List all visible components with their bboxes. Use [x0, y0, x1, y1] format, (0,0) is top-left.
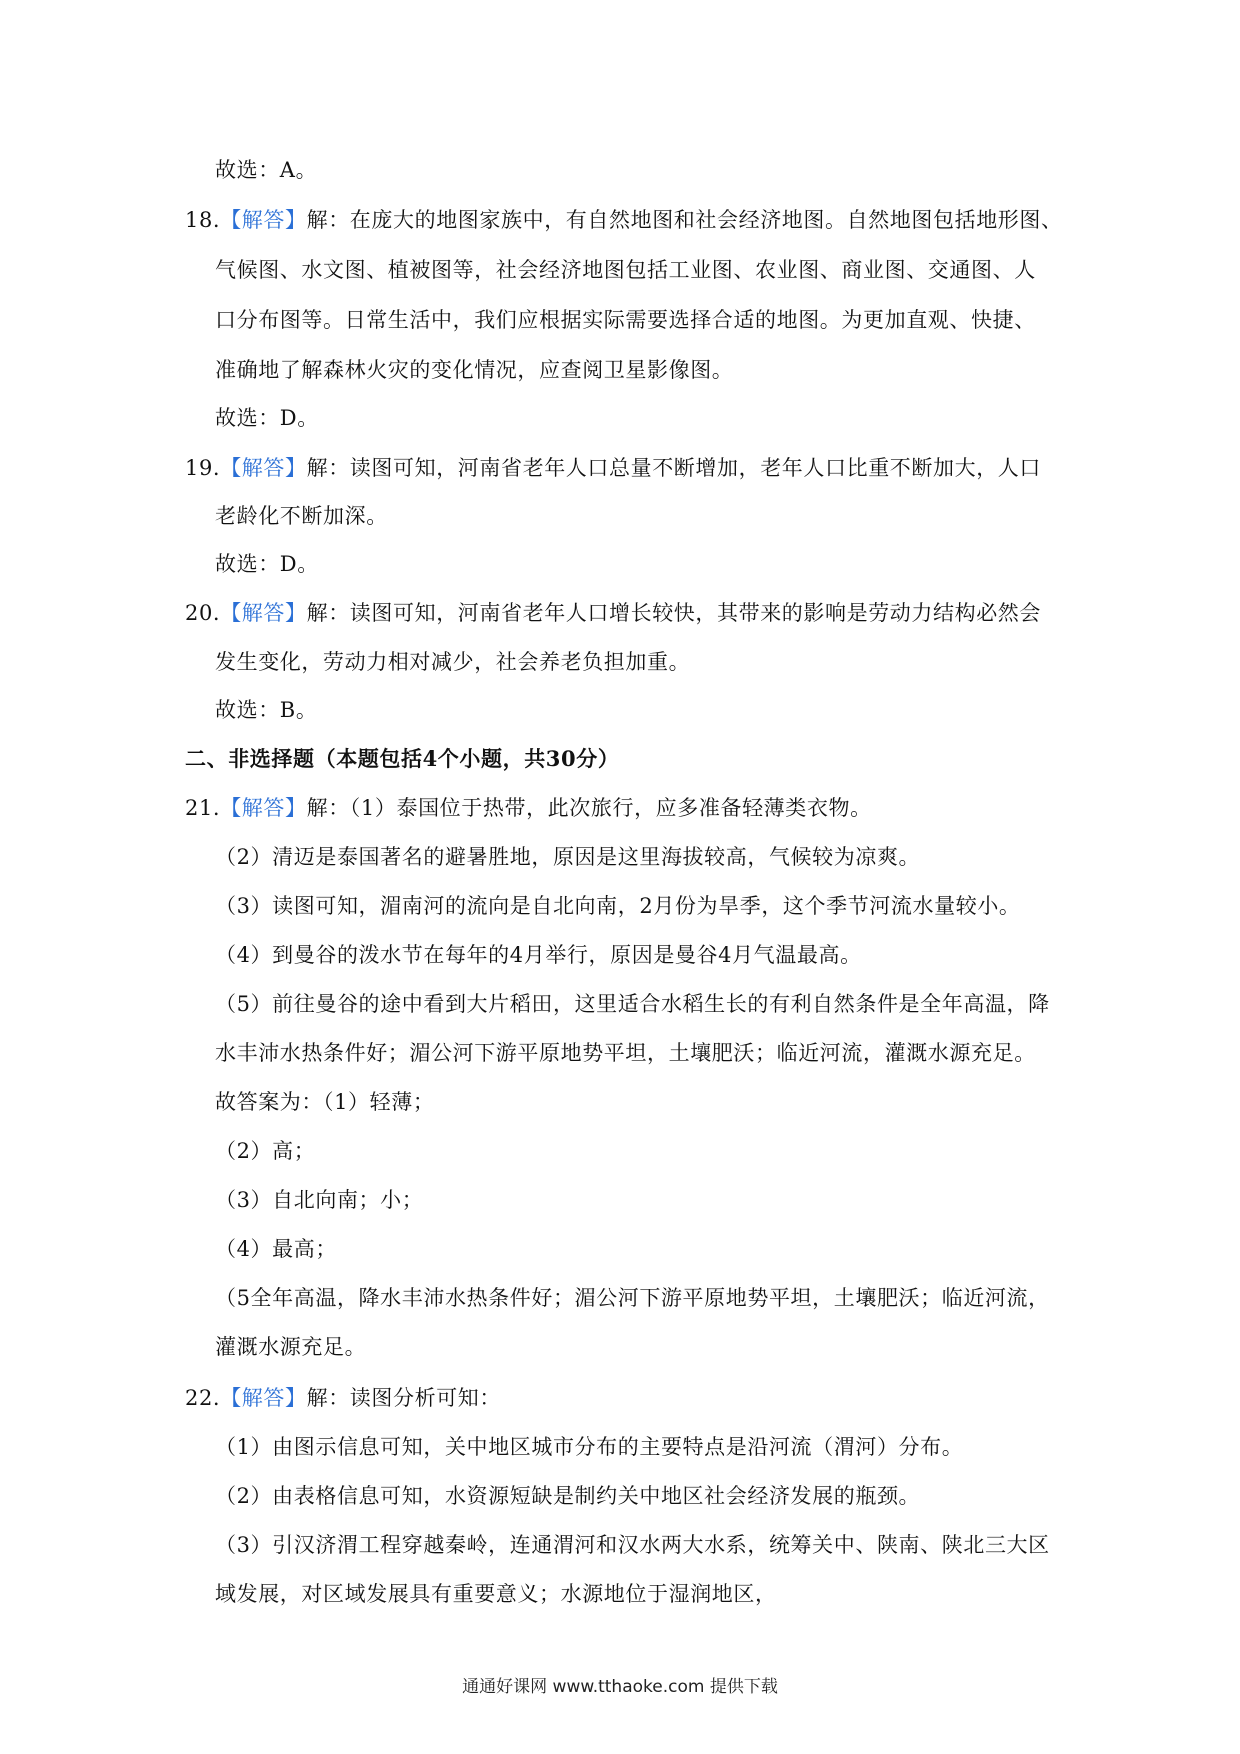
question-number: 19. — [185, 456, 221, 480]
question-number: 18. — [185, 208, 221, 232]
answer-22: 22.【解答】解：读图分析可知： — [185, 1386, 502, 1410]
answer-21: 21.【解答】解：（1）泰国位于热带，此次旅行，应多准备轻薄类衣物。 — [185, 796, 872, 820]
answer-line: 老龄化不断加深。 — [215, 504, 388, 528]
answer-line: 域发展，对区域发展具有重要意义；水源地位于湿润地区， — [215, 1582, 777, 1606]
answer-line: 发生变化，劳动力相对减少，社会养老负担加重。 — [215, 650, 691, 674]
answer-line: 故选：D。 — [215, 552, 319, 576]
answer-tag: 【解答】 — [220, 601, 307, 625]
answer-19: 19.【解答】解：读图可知，河南省老年人口总量不断增加，老年人口比重不断加大，人口 — [185, 456, 1042, 480]
answer-tag: 【解答】 — [220, 456, 307, 480]
answer-line: （3）读图可知，湄南河的流向是自北向南，2月份为旱季，这个季节河流水量较小。 — [215, 894, 1021, 918]
answer-line: 故选：B。 — [215, 698, 318, 722]
answer-line: 水丰沛水热条件好；湄公河下游平原地势平坦，土壤肥沃；临近河流，灌溉水源充足。 — [215, 1041, 1036, 1065]
answer-line: 灌溉水源充足。 — [215, 1335, 367, 1359]
answer-18: 18.【解答】解：在庞大的地图家族中，有自然地图和社会经济地图。自然地图包括地形图、 — [185, 208, 1063, 232]
answer-line: （5）前往曼谷的途中看到大片稻田，这里适合水稻生长的有利自然条件是全年高温，降 — [215, 992, 1050, 1016]
answer-tag: 【解答】 — [220, 1386, 307, 1410]
section-heading: 二、非选择题（本题包括4个小题，共30分） — [185, 746, 620, 771]
answer-line: 口分布图等。日常生活中，我们应根据实际需要选择合适的地图。为更加直观、快捷、 — [215, 308, 1036, 332]
answer-line: （5全年高温，降水丰沛水热条件好；湄公河下游平原地势平坦，土壤肥沃；临近河流， — [215, 1286, 1050, 1310]
page-footer: 通通好课网 www.tthaoke.com 提供下载 — [462, 1677, 778, 1697]
question-number: 21. — [185, 796, 221, 820]
answer-line: 故选：D。 — [215, 406, 319, 430]
answer-line: （2）清迈是泰国著名的避暑胜地，原因是这里海拔较高，气候较为凉爽。 — [215, 845, 921, 869]
answer-tag: 【解答】 — [220, 796, 307, 820]
answer-line: （4）最高； — [215, 1237, 337, 1261]
answer-line: （3）自北向南；小； — [215, 1188, 424, 1212]
answer-line: 故答案为：（1）轻薄； — [215, 1090, 435, 1114]
answer-20: 20.【解答】解：读图可知，河南省老年人口增长较快，其带来的影响是劳动力结构必然会 — [185, 601, 1042, 625]
answer-line: （3）引汉济渭工程穿越秦岭，连通渭河和汉水两大水系，统筹关中、陕南、陕北三大区 — [215, 1533, 1050, 1557]
answer-line: 故选：A。 — [215, 158, 318, 182]
question-number: 20. — [185, 601, 221, 625]
answer-line: （2）高； — [215, 1139, 316, 1163]
answer-line: （1）由图示信息可知，关中地区城市分布的主要特点是沿河流（渭河）分布。 — [215, 1435, 964, 1459]
answer-line: （2）由表格信息可知，水资源短缺是制约关中地区社会经济发展的瓶颈。 — [215, 1484, 921, 1508]
answer-line: 气候图、水文图、植被图等，社会经济地图包括工业图、农业图、商业图、交通图、人 — [215, 258, 1036, 282]
answer-line: 准确地了解森林火灾的变化情况，应查阅卫星影像图。 — [215, 358, 734, 382]
answer-line: （4）到曼谷的泼水节在每年的4月举行，原因是曼谷4月气温最高。 — [215, 943, 862, 967]
answer-tag: 【解答】 — [220, 208, 307, 232]
question-number: 22. — [185, 1386, 221, 1410]
